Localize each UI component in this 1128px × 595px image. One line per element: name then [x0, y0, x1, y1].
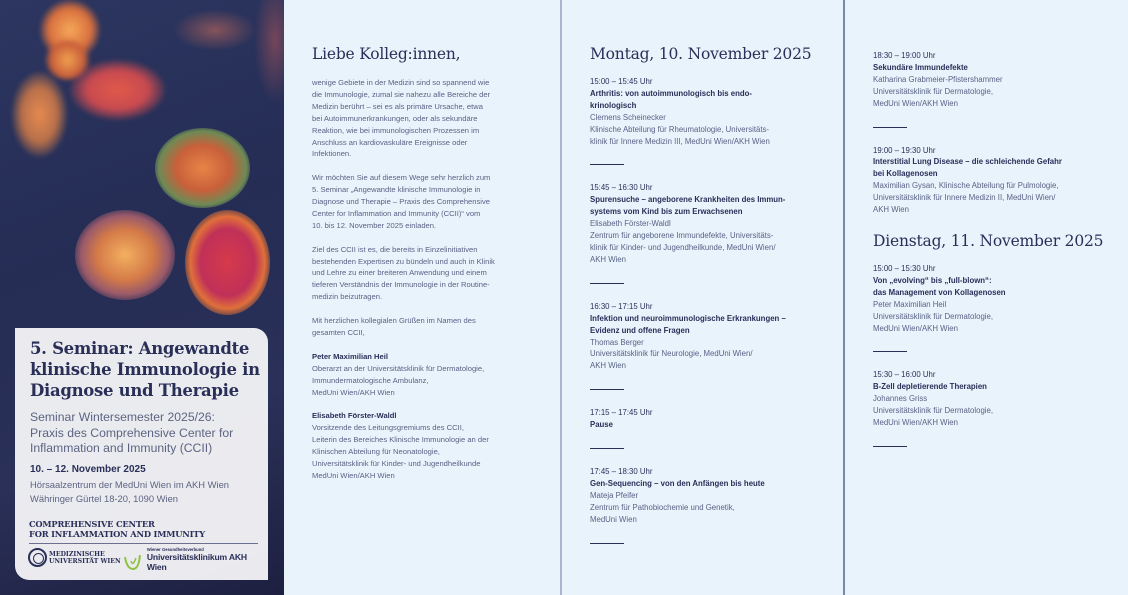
program-title: Von „evolving“ bis „full-blown“: — [873, 275, 992, 285]
logo-divider — [29, 543, 258, 544]
program-affiliation: Zentrum für Pathobiochemie und Genetik, — [590, 502, 735, 512]
program-affiliation: Universitätsklinik für Dermatologie, — [873, 311, 994, 321]
program-speaker: Peter Maximilian Heil — [873, 299, 947, 309]
signatory-affiliation: Oberarzt an der Universitätsklinik für Dermatologie, — [312, 363, 485, 373]
akh-v-mark-icon — [123, 552, 143, 572]
program-affiliation: AKH Wien — [590, 361, 626, 371]
program-time: 19:00 – 19:30 Uhr — [873, 145, 936, 155]
program-separator — [590, 389, 624, 390]
program-affiliation: AKH Wien — [590, 254, 626, 264]
program-separator — [873, 351, 907, 352]
akh-wien-logo: Wiener Gesundheitsverbund Universitätsklinikum AKH Wien — [123, 547, 268, 572]
monday-continued-event-list — [873, 50, 1113, 216]
program-affiliation: klinik für Innere Medizin III, MedUni Wien/AKH Wien — [590, 136, 770, 146]
day-heading-tuesday: Dienstag, 11. November 2025 — [873, 231, 1104, 250]
program-title: Sekundäre Immundefekte — [873, 62, 968, 72]
program-speaker: Clemens Scheinecker — [590, 112, 666, 122]
program-title: Interstitial Lung Disease – die schleichende Gefahr — [873, 157, 1062, 167]
program-item — [873, 263, 1113, 334]
program-item — [873, 145, 1113, 216]
signatory-name: Elisabeth Förster-Waldl — [312, 411, 397, 421]
program-separator — [590, 283, 624, 284]
program-affiliation: MedUni Wien — [590, 514, 637, 524]
seminar-info-card — [15, 328, 268, 580]
program-continued — [873, 50, 1113, 464]
letter-paragraph: Mit herzlichen kollegialen Grüßen im Namen des gesamten CCII, — [312, 316, 476, 337]
program-time: 15:30 – 16:00 Uhr — [873, 370, 936, 380]
program-affiliation: Klinische Abteilung für Rheumatologie, Universitäts- — [590, 124, 769, 134]
welcome-letter — [312, 45, 544, 494]
column-divider — [843, 0, 845, 595]
signatory-affiliation: Universitätsklinik für Kinder- und Jugendheilkunde — [312, 458, 481, 468]
letter-body — [312, 77, 544, 482]
program-affiliation: Universitätsklinik für Dermatologie, — [873, 406, 994, 416]
program-affiliation: MedUni Wien/AKH Wien — [873, 418, 958, 428]
meduni-seal-icon — [28, 548, 47, 567]
signatory — [312, 410, 544, 481]
meduni-wien-logo: MEDIZINISCHE UNIVERSITÄT WIEN — [28, 548, 121, 567]
program-separator — [590, 164, 624, 165]
letter-paragraph: Wir möchten Sie auf diesem Wege sehr herzlich zum 5. Seminar „Angewandte klinische Immunologie in Diagnose und Therapie – Praxis des Comprehensive Center for Inflammation and Immunity (CCII)“ vom 10. bis 12. November 2025 einladen. — [312, 173, 491, 230]
program-item — [590, 466, 830, 526]
column-divider — [560, 0, 562, 595]
program-affiliation: MedUni Wien/AKH Wien — [873, 98, 958, 108]
signatory-affiliation: Leiterin des Bereiches Klinische Immunologie an der — [312, 435, 489, 445]
seminar-venue: Hörsaalzentrum der MedUni Wien im AKH Wien Währinger Gürtel 18-20, 1090 Wien — [30, 479, 230, 504]
program-title: bei Kollagenosen — [873, 169, 938, 179]
program-separator — [590, 448, 624, 449]
program-title: Arthritis: von autoimmunologisch bis endo- — [590, 88, 753, 98]
program-time: 15:00 – 15:45 Uhr — [590, 77, 653, 86]
program-time: 15:00 – 15:30 Uhr — [873, 263, 936, 273]
program-affiliation: AKH Wien — [873, 205, 909, 215]
seminar-date: 10. – 12. November 2025 — [30, 464, 146, 475]
monday-program — [590, 45, 830, 561]
program-affiliation: MedUni Wien/AKH Wien — [873, 323, 958, 333]
program-speaker: Mateja Pfeifer — [590, 490, 639, 500]
program-item — [590, 76, 830, 147]
signatory — [312, 351, 544, 399]
letter-paragraph: Ziel des CCII ist es, die bereits in Einzelinitiativen bestehenden Expertisen zu bündeln und auch in Klinik und Lehre zu einer breiteren Anwendung und einem tieferen Verständnis der Immunologie in der Routine- medizin beizutragen. — [312, 244, 495, 302]
program-speaker: Elisabeth Förster-Waldl — [590, 219, 671, 229]
program-time: 16:30 – 17:15 Uhr — [590, 301, 653, 311]
signatory-affiliation: MedUni Wien/AKH Wien — [312, 387, 395, 397]
program-item — [873, 50, 1113, 110]
program-title: Evidenz und offene Fragen — [590, 325, 690, 335]
program-time: 17:15 – 17:45 Uhr — [590, 408, 653, 418]
program-time: 17:45 – 18:30 Uhr — [590, 467, 653, 477]
program-affiliation: Universitätsklinik für Innere Medizin II, MedUni Wien/ — [873, 193, 1056, 203]
program-speaker: Thomas Berger — [590, 337, 644, 347]
program-separator — [873, 127, 907, 128]
program-title: Spurensuche – angeborene Krankheiten des Immun- — [590, 195, 786, 205]
program-affiliation: Universitätsklinik für Neurologie, MedUni Wien/ — [590, 349, 753, 359]
monday-event-list — [590, 76, 830, 544]
cover-panel — [0, 0, 284, 595]
program-title: systems vom Kind bis zum Erwachsenen — [590, 207, 743, 217]
program-speaker: Maximilian Gysan, Klinische Abteilung für Pulmologie, — [873, 181, 1059, 191]
program-item — [873, 369, 1113, 429]
letter-greeting: Liebe Kolleg:innen, — [312, 45, 461, 63]
program-separator — [873, 446, 907, 447]
program-title: Pause — [590, 420, 613, 430]
program-affiliation: Zentrum für angeborene Immundefekte, Universitäts- — [590, 231, 774, 241]
letter-paragraph: wenige Gebiete in der Medizin sind so spannend wie die Immunologie, zumal sie nahezu alle Bereiche der Medizin berührt – sei es als primäre Ursache, etwa bei Autoimmunerkrankungen, oder als sekundäre Reaktion, wie bei immunologischen Prozessen im Anschluss an kardiovaskuläre Ereignisse oder Infektionen. — [312, 78, 491, 159]
signatory-affiliation: Vorsitzende des Leitungsgremiums des CCII, — [312, 423, 464, 433]
program-title: Gen-Sequencing – von den Anfängen bis heute — [590, 478, 765, 488]
program-title: Infektion und neuroimmunologische Erkrankungen – — [590, 313, 786, 323]
signatory-affiliation: Klinischen Abteilung für Neonatologie, — [312, 447, 440, 457]
day-heading-monday: Montag, 10. November 2025 — [590, 45, 812, 63]
tuesday-event-list — [873, 263, 1113, 447]
seminar-title: 5. Seminar: Angewandte klinische Immunologie in Diagnose und Therapie — [30, 339, 260, 400]
program-separator — [590, 543, 624, 544]
program-affiliation: klinik für Kinder- und Jugendheilkunde, MedUni Wien/ — [590, 242, 776, 252]
program-title: krinologisch — [590, 100, 637, 110]
program-speaker: Johannes Griss — [873, 394, 928, 404]
program-title: B-Zell depletierende Therapien — [873, 382, 987, 392]
signatory-affiliation: Immundermatologische Ambulanz, — [312, 375, 429, 385]
program-speaker: Katharina Grabmeier-Pfistershammer — [873, 74, 1003, 84]
program-item — [590, 407, 830, 431]
program-title: das Management von Kollagenosen — [873, 287, 1006, 297]
signatory-affiliation: MedUni Wien/AKH Wien — [312, 470, 395, 480]
program-item — [590, 301, 830, 372]
ccii-wordmark: COMPREHENSIVE CENTER FOR INFLAMMATION AND IMMUNITY — [29, 519, 205, 539]
seminar-subtitle: Seminar Wintersemester 2025/26: Praxis des Comprehensive Center for Inflammation and Immunity (CCII) — [30, 410, 234, 455]
program-time: 15:45 – 16:30 Uhr — [590, 183, 653, 193]
program-item — [590, 182, 830, 265]
signatory-name: Peter Maximilian Heil — [312, 351, 388, 361]
program-affiliation: Universitätsklinik für Dermatologie, — [873, 86, 994, 96]
program-time: 18:30 – 19:00 Uhr — [873, 51, 936, 60]
